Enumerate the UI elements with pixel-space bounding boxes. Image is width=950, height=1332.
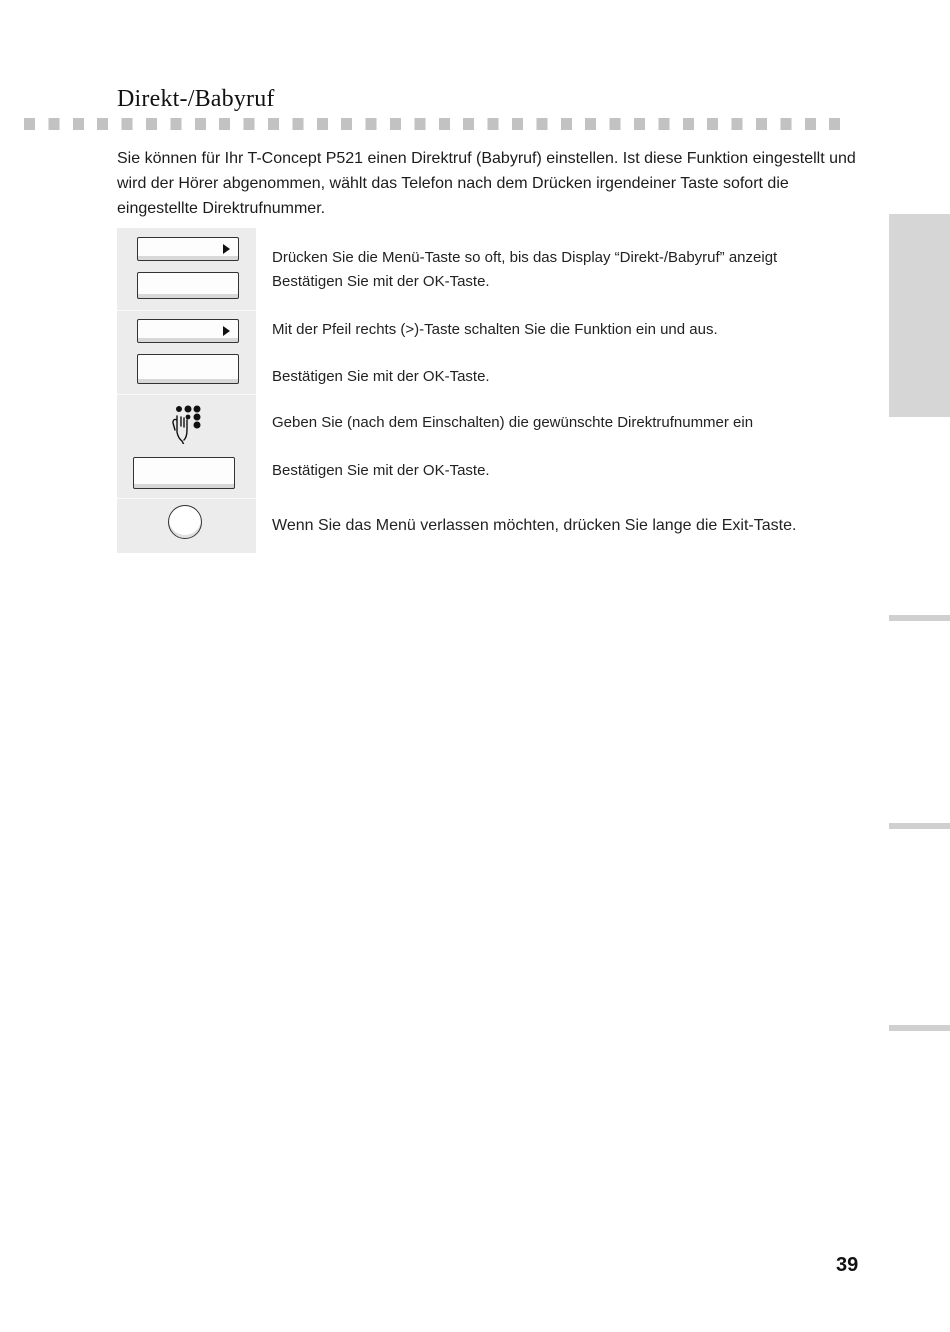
step-text: Bestätigen Sie mit der OK-Taste. [272, 273, 490, 290]
exit-key-icon [168, 505, 202, 539]
page-number: 39 [836, 1254, 859, 1276]
ok-key-icon [137, 272, 239, 299]
row-divider [117, 498, 256, 499]
menu-arrow-key-icon [137, 237, 239, 261]
row-divider [117, 310, 256, 311]
dotted-divider [24, 118, 844, 130]
step-text: Geben Sie (nach dem Einschalten) die gewünschte Direktrufnummer ein [272, 414, 754, 431]
key-icon-column [117, 228, 256, 553]
chapter-marker [889, 615, 950, 621]
ok-key-icon [133, 457, 235, 489]
page-title: Direkt-/Babyruf [117, 86, 275, 112]
chapter-marker [889, 823, 950, 829]
chapter-marker [889, 1025, 950, 1031]
step-text: Wenn Sie das Menü verlassen möchten, drücken Sie lange die Exit-Taste. [272, 517, 797, 534]
row-divider [117, 394, 256, 395]
step-text: Mit der Pfeil rechts (>)-Taste schalten Sie die Funktion ein und aus. [272, 321, 718, 338]
step-text: Bestätigen Sie mit der OK-Taste. [272, 368, 490, 385]
step-text: Drücken Sie die Menü-Taste so oft, bis das Display “Direkt-/Babyruf” anzeigt [272, 249, 778, 266]
arrow-right-key-icon [137, 319, 239, 343]
keypad-hand-icon [170, 404, 204, 444]
intro-paragraph: Sie können für Ihr T-Concept P521 einen Direktruf (Babyruf) einstellen. Ist diese Funktion eingestellt und wird der Hörer abgenommen, wählt das Telefon nach dem Drücken irgendeiner Taste sofort die eingestellte Direktrufnummer. [117, 150, 856, 217]
ok-key-icon [137, 354, 239, 384]
step-text: Bestätigen Sie mit der OK-Taste. [272, 462, 490, 479]
chapter-tab [889, 214, 950, 417]
